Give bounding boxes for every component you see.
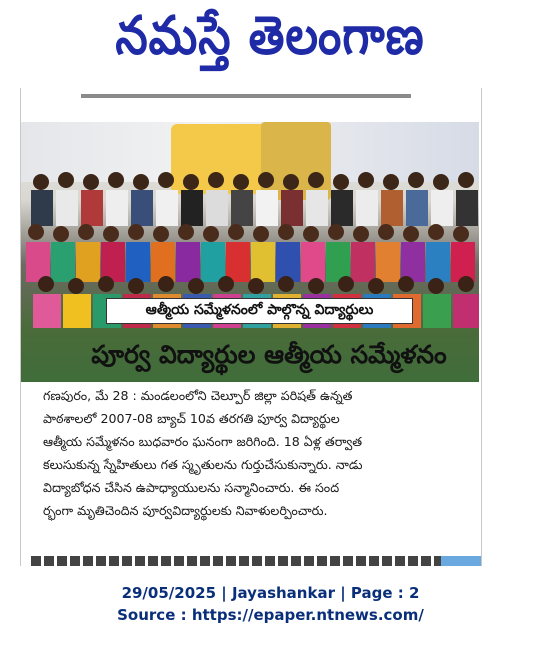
article-body bbox=[43, 384, 463, 522]
footer-source-line: Source : https://epaper.ntnews.com/ bbox=[117, 606, 424, 624]
cut-next-headline bbox=[31, 556, 471, 566]
body-line: పాఠశాలలో 2007-08 బ్యాచ్ 10వ తరగతి పూర్వ విద్యార్థుల bbox=[43, 411, 340, 426]
cut-text-line bbox=[81, 90, 421, 104]
cut-text-fragment bbox=[81, 90, 421, 102]
body-line: గణపురం, మే 28 : మండలంలోని చెల్పూర్ జిల్లా పరిషత్ ఉన్నత bbox=[43, 388, 353, 403]
body-line: విద్యాబోధన చేసిన ఉపాధ్యాయులను సన్మానించారు. ఈ సంద bbox=[43, 480, 340, 495]
newspaper-clipping bbox=[20, 88, 482, 566]
article-headline: పూర్వ విద్యార్థుల ఆత్మీయ సమ్మేళనం bbox=[91, 340, 447, 369]
body-line: ర్భంగా మృతిచెందిన పూర్వవిద్యార్థులకు నివాళులర్పించారు. bbox=[43, 503, 328, 518]
masthead-title: నమస్తే తెలంగాణ bbox=[115, 4, 425, 67]
cut-next-photo-edge bbox=[441, 556, 481, 566]
body-line: కలుసుకున్న స్నేహితులు గత స్మృతులను గుర్తుచేసుకున్నారు. నాడు bbox=[43, 457, 363, 472]
footer-date-line: 29/05/2025 | Jayashankar | Page : 2 bbox=[121, 584, 420, 602]
body-line: ఆత్మీయ సమ్మేళనం బుధవారం ఘనంగా జరిగింది. 18 ఏళ్ల తర్వాత bbox=[43, 434, 363, 449]
photo-caption: ఆత్మీయ సమ్మేళనంలో పాల్గొన్న విద్యార్థులు bbox=[106, 298, 413, 324]
newspaper-masthead bbox=[60, 6, 480, 78]
